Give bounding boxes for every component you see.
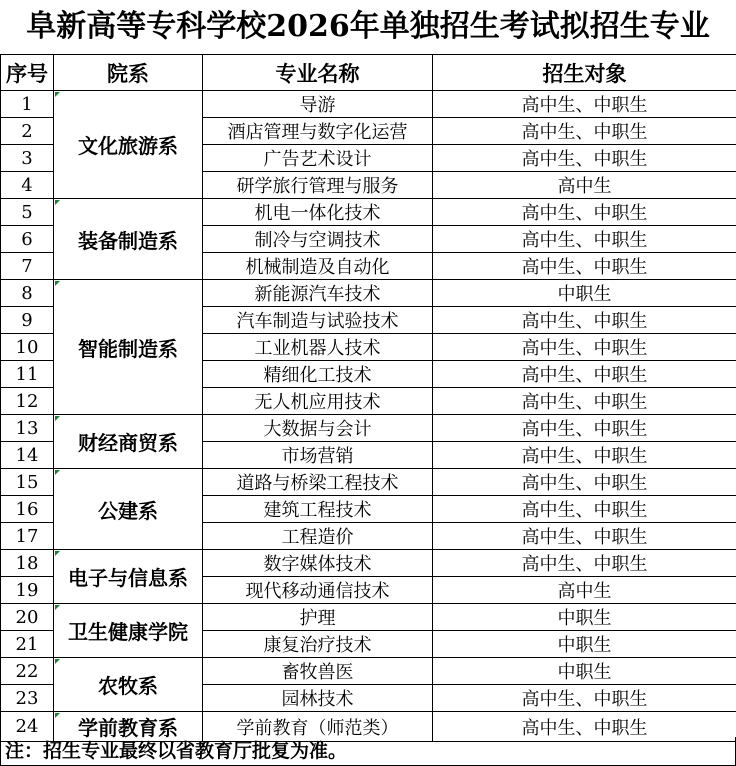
- cell-department: 装备制造系: [54, 199, 203, 280]
- cell-no: 8: [1, 280, 54, 307]
- cell-no: 2: [1, 118, 54, 145]
- cell-no: 9: [1, 307, 54, 334]
- cell-major: 广告艺术设计: [203, 145, 433, 172]
- cell-target: 中职生: [433, 604, 736, 631]
- cell-target: 中职生: [433, 658, 736, 685]
- cell-target: 高中生、中职生: [433, 388, 736, 415]
- table-row: [1, 550, 736, 577]
- cell-target: 高中生、中职生: [433, 91, 736, 118]
- cell-major: 新能源汽车技术: [203, 280, 433, 307]
- table-row: [1, 199, 736, 226]
- majors-table: [0, 54, 736, 742]
- cell-no: 18: [1, 550, 54, 577]
- cell-major: 制冷与空调技术: [203, 226, 433, 253]
- cell-major: 导游: [203, 91, 433, 118]
- cell-target: 高中生、中职生: [433, 685, 736, 712]
- cell-major: 工业机器人技术: [203, 334, 433, 361]
- cell-no: 21: [1, 631, 54, 658]
- cell-target: 高中生、中职生: [433, 442, 736, 469]
- cell-no: 23: [1, 685, 54, 712]
- cell-no: 20: [1, 604, 54, 631]
- cell-target: 高中生: [433, 577, 736, 604]
- cell-target: 高中生、中职生: [433, 523, 736, 550]
- cell-department: 智能制造系: [54, 280, 203, 415]
- cell-target: 高中生、中职生: [433, 550, 736, 577]
- cell-no: 22: [1, 658, 54, 685]
- cell-target: 中职生: [433, 631, 736, 658]
- cell-no: 13: [1, 415, 54, 442]
- cell-major: 康复治疗技术: [203, 631, 433, 658]
- cell-department: 电子与信息系: [54, 550, 203, 604]
- table-row: [1, 658, 736, 685]
- cell-target: 高中生、中职生: [433, 496, 736, 523]
- table-row: [1, 415, 736, 442]
- cell-major: 园林技术: [203, 685, 433, 712]
- header-dept: 院系: [54, 55, 203, 91]
- cell-department: 文化旅游系: [54, 91, 203, 199]
- cell-major: 学前教育（师范类）: [203, 712, 433, 742]
- cell-no: 7: [1, 253, 54, 280]
- cell-target: 高中生、中职生: [433, 334, 736, 361]
- cell-no: 11: [1, 361, 54, 388]
- cell-major: 现代移动通信技术: [203, 577, 433, 604]
- cell-department: 卫生健康学院: [54, 604, 203, 658]
- table-row: [1, 604, 736, 631]
- cell-target: 高中生、中职生: [433, 253, 736, 280]
- header-major: 专业名称: [203, 55, 433, 91]
- cell-no: 1: [1, 91, 54, 118]
- cell-no: 14: [1, 442, 54, 469]
- cell-no: 12: [1, 388, 54, 415]
- cell-target: 高中生、中职生: [433, 199, 736, 226]
- cell-no: 17: [1, 523, 54, 550]
- cell-major: 汽车制造与试验技术: [203, 307, 433, 334]
- cell-department: 公建系: [54, 469, 203, 550]
- cell-target: 高中生、中职生: [433, 145, 736, 172]
- table-body: [1, 91, 736, 742]
- cell-major: 建筑工程技术: [203, 496, 433, 523]
- cell-target: 中职生: [433, 280, 736, 307]
- table-row: [1, 469, 736, 496]
- cell-target: 高中生、中职生: [433, 226, 736, 253]
- cell-target: 高中生、中职生: [433, 361, 736, 388]
- cell-target: 高中生、中职生: [433, 469, 736, 496]
- cell-major: 护理: [203, 604, 433, 631]
- footnote: 注：招生专业最终以省教育厅批复为准。: [0, 737, 736, 766]
- cell-major: 无人机应用技术: [203, 388, 433, 415]
- header-target: 招生对象: [433, 55, 736, 91]
- cell-major: 机械制造及自动化: [203, 253, 433, 280]
- cell-major: 酒店管理与数字化运营: [203, 118, 433, 145]
- table-row: [1, 280, 736, 307]
- header-row: [1, 55, 736, 91]
- cell-major: 工程造价: [203, 523, 433, 550]
- cell-no: 4: [1, 172, 54, 199]
- cell-no: 19: [1, 577, 54, 604]
- cell-major: 精细化工技术: [203, 361, 433, 388]
- cell-no: 24: [1, 712, 54, 742]
- cell-no: 10: [1, 334, 54, 361]
- page-title: 阜新高等专科学校2026年单独招生考试拟招生专业: [0, 0, 736, 55]
- cell-target: 高中生: [433, 172, 736, 199]
- cell-no: 6: [1, 226, 54, 253]
- cell-target: 高中生、中职生: [433, 118, 736, 145]
- cell-major: 研学旅行管理与服务: [203, 172, 433, 199]
- cell-target: 高中生、中职生: [433, 415, 736, 442]
- header-no: 序号: [1, 55, 54, 91]
- cell-no: 3: [1, 145, 54, 172]
- cell-target: 高中生、中职生: [433, 712, 736, 742]
- cell-major: 大数据与会计: [203, 415, 433, 442]
- cell-major: 道路与桥梁工程技术: [203, 469, 433, 496]
- cell-major: 市场营销: [203, 442, 433, 469]
- cell-no: 15: [1, 469, 54, 496]
- cell-no: 5: [1, 199, 54, 226]
- cell-major: 数字媒体技术: [203, 550, 433, 577]
- cell-major: 畜牧兽医: [203, 658, 433, 685]
- cell-major: 机电一体化技术: [203, 199, 433, 226]
- cell-department: 学前教育系: [54, 712, 203, 742]
- cell-target: 高中生、中职生: [433, 307, 736, 334]
- table-row: [1, 91, 736, 118]
- cell-department: 财经商贸系: [54, 415, 203, 469]
- cell-department: 农牧系: [54, 658, 203, 712]
- cell-no: 16: [1, 496, 54, 523]
